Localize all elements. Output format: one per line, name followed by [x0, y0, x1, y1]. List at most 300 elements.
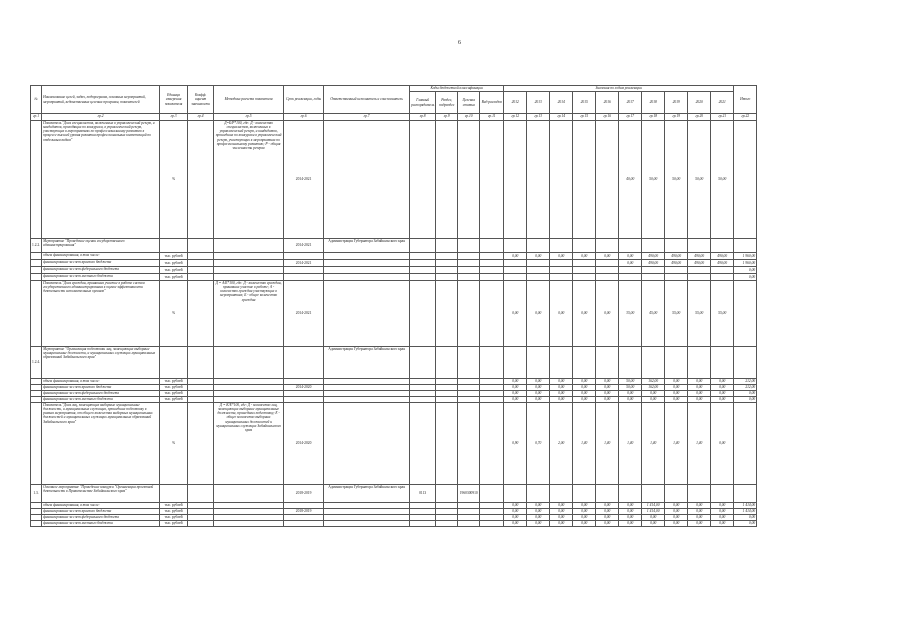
- row-year-value: [550, 260, 573, 267]
- row-year-value: 1,40: [642, 403, 665, 485]
- row-year-value: 0,00: [688, 515, 711, 521]
- row-term: 2014-2021: [284, 260, 324, 267]
- row-year-value: [596, 274, 619, 281]
- row-year-value: 0,00: [642, 397, 665, 403]
- row-total: 0,00: [734, 397, 757, 403]
- row-year-value: [527, 347, 550, 379]
- table-row: [31, 239, 757, 253]
- row-name: финансирование за счет федерального бюджета: [42, 515, 160, 521]
- row-year-value: 0,00: [665, 521, 688, 527]
- row-grbs: [410, 281, 436, 347]
- row-year-value: 0,00: [573, 397, 596, 403]
- row-year-value: 0,00: [573, 503, 596, 509]
- header-no: №: [31, 86, 42, 114]
- row-year-value: 0,00: [596, 385, 619, 391]
- row-year-value: 0,00: [527, 521, 550, 527]
- row-executor: Администрация Губернатора Забайкальского края: [324, 347, 410, 379]
- row-year-value: 0,00: [711, 385, 734, 391]
- row-year-value: 0,00: [527, 385, 550, 391]
- row-section: [436, 274, 458, 281]
- row-year-value: 0,00: [665, 503, 688, 509]
- row-vr: [480, 253, 504, 260]
- row-name: Показатель "Доля лиц, замещающих выборные муниципальные должности, и муниципальных служащих, прошедших подготовку в рамках мероприятия, от общего количества выборных муниципальных должностей и муниципальных служащих муниципальных образований Забайкальского края": [42, 403, 160, 485]
- program-table: [30, 85, 757, 527]
- row-grbs: [410, 239, 436, 253]
- row-year-value: 0,00: [550, 521, 573, 527]
- row-name: финансирование за счет местного бюджета: [42, 521, 160, 527]
- row-target: [458, 403, 480, 485]
- row-year-value: [711, 267, 734, 274]
- row-method: Д=Б/Р*100, где: Д - количество специалистов, включенных в управленческий резерв, и кандидатов, прошедших по конкурсам в управленческий резерв, участвующих в мероприятиях по профессиональному развитию; Р - общая численность резерва: [214, 121, 284, 239]
- row-year-value: 0,00: [596, 515, 619, 521]
- row-year-value: 0,00: [596, 509, 619, 515]
- header-exec: Ответственный исполнитель и соисполнитель: [324, 86, 410, 114]
- row-year-value: 0,00: [527, 281, 550, 347]
- row-total: 1 414,00: [734, 509, 757, 515]
- row-year-value: 1 414,00: [642, 509, 665, 515]
- row-year-value: 0,00: [596, 253, 619, 260]
- column-number: гр.2: [42, 114, 160, 121]
- row-section: [436, 121, 458, 239]
- row-year-value: [642, 347, 665, 379]
- row-unit: %: [160, 403, 188, 485]
- row-total: 0,00: [734, 391, 757, 397]
- column-number: гр.17: [619, 114, 642, 121]
- row-term: 2014-2021: [284, 239, 324, 253]
- row-year-value: 0,00: [550, 281, 573, 347]
- row-year-value: [596, 267, 619, 274]
- row-total: 0,00: [734, 267, 757, 274]
- row-year-value: [619, 274, 642, 281]
- row-year-value: [527, 485, 550, 503]
- row-year-value: 0,00: [619, 397, 642, 403]
- row-method: [214, 267, 284, 274]
- row-total: 212,00: [734, 385, 757, 391]
- row-year-value: 0,00: [550, 509, 573, 515]
- row-target: [458, 281, 480, 347]
- row-method: [214, 521, 284, 527]
- row-year-value: 0,00: [573, 515, 596, 521]
- column-number: гр.19: [665, 114, 688, 121]
- column-number: гр.11: [480, 114, 504, 121]
- row-year-value: 0,00: [711, 515, 734, 521]
- row-vr: [480, 274, 504, 281]
- row-section: [436, 521, 458, 527]
- row-number: [31, 403, 42, 485]
- row-method: [214, 485, 284, 503]
- row-year-value: [665, 485, 688, 503]
- row-year-value: 0,00: [642, 515, 665, 521]
- header-year: 2018: [642, 92, 665, 114]
- row-year-value: 0,00: [688, 397, 711, 403]
- table-row: [31, 281, 757, 347]
- row-number: [31, 274, 42, 281]
- row-year-value: 0,00: [596, 391, 619, 397]
- row-vr: [480, 267, 504, 274]
- row-term: 2014-2020: [284, 385, 324, 391]
- row-method: [214, 274, 284, 281]
- row-year-value: 0,00: [550, 503, 573, 509]
- row-year-value: [688, 267, 711, 274]
- row-year-value: 0,00: [527, 397, 550, 403]
- row-year-value: 1,40: [573, 403, 596, 485]
- row-name: Мероприятие "Организация подготовки лиц, замещающих выборные муниципальные должности, и муниципальных служащих муниципальных образований Забайкальского края": [42, 347, 160, 379]
- row-year-value: [573, 274, 596, 281]
- row-section: [436, 260, 458, 267]
- header-year: 2012: [504, 92, 527, 114]
- column-number: гр.13: [527, 114, 550, 121]
- row-year-value: 0,00: [527, 391, 550, 397]
- column-number: гр.20: [688, 114, 711, 121]
- row-total: 0,00: [734, 515, 757, 521]
- column-number: гр.4: [188, 114, 214, 121]
- row-year-value: [550, 485, 573, 503]
- column-number: гр.6: [284, 114, 324, 121]
- row-year-value: 0,00: [596, 397, 619, 403]
- row-vr: [480, 347, 504, 379]
- row-unit: тыс. рублей: [160, 391, 188, 397]
- header-year: 2015: [573, 92, 596, 114]
- row-total: [734, 347, 757, 379]
- header-name: Наименование целей, задач, подпрограмм, основных мероприятий, мероприятий, ведомственных целевых программ, показателей: [42, 86, 160, 114]
- row-unit: тыс. рублей: [160, 253, 188, 260]
- row-method: [214, 347, 284, 379]
- row-year-value: 0,00: [527, 253, 550, 260]
- row-name: финансирование за счет местного бюджета: [42, 274, 160, 281]
- row-unit: тыс. рублей: [160, 267, 188, 274]
- table-row: [31, 253, 757, 260]
- row-grbs: [410, 521, 436, 527]
- header-method: Методика расчета показателя: [214, 86, 284, 114]
- row-year-value: 35,00: [619, 281, 642, 347]
- row-year-value: 0,00: [573, 509, 596, 515]
- row-year-value: 0,90: [504, 403, 527, 485]
- row-unit: тыс. рублей: [160, 274, 188, 281]
- row-year-value: [619, 347, 642, 379]
- row-target: [458, 121, 480, 239]
- row-year-value: 0,00: [665, 379, 688, 385]
- row-year-value: 0,00: [665, 515, 688, 521]
- header-vr: Вид расходов: [480, 92, 504, 114]
- row-year-value: [573, 485, 596, 503]
- row-year-value: 0,00: [504, 391, 527, 397]
- row-year-value: 0,00: [596, 281, 619, 347]
- row-year-value: 45,00: [642, 281, 665, 347]
- row-year-value: [550, 267, 573, 274]
- table-row: [31, 347, 757, 379]
- row-grbs: [410, 403, 436, 485]
- row-year-value: 0,00: [596, 379, 619, 385]
- row-year-value: [527, 239, 550, 253]
- row-year-value: 0,00: [619, 503, 642, 509]
- row-year-value: [504, 347, 527, 379]
- header-target: Целевая статья: [458, 92, 480, 114]
- row-coef: [188, 403, 214, 485]
- row-coef: [188, 260, 214, 267]
- row-unit: тыс. рублей: [160, 503, 188, 509]
- row-method: [214, 239, 284, 253]
- column-number: гр.3: [160, 114, 188, 121]
- row-name: объем финансирования, в том числе:: [42, 503, 160, 509]
- row-target: [458, 521, 480, 527]
- row-section: [436, 281, 458, 347]
- row-section: [436, 485, 458, 503]
- row-year-value: [550, 239, 573, 253]
- row-year-value: 50,00: [665, 121, 688, 239]
- row-unit: тыс. рублей: [160, 385, 188, 391]
- row-year-value: 0,00: [504, 385, 527, 391]
- row-year-value: 0,00: [573, 253, 596, 260]
- header-year: 2019: [665, 92, 688, 114]
- row-year-value: [573, 260, 596, 267]
- row-year-value: 1,40: [596, 403, 619, 485]
- row-target: [458, 347, 480, 379]
- column-number: гр.7: [324, 114, 410, 121]
- row-method: [214, 253, 284, 260]
- row-number: [31, 121, 42, 239]
- row-executor: [324, 274, 410, 281]
- row-total: 0,00: [734, 274, 757, 281]
- row-year-value: 0,00: [688, 379, 711, 385]
- row-year-value: 0,00: [573, 379, 596, 385]
- table-row: [31, 274, 757, 281]
- row-unit: тыс. рублей: [160, 521, 188, 527]
- row-year-value: 0,00: [619, 509, 642, 515]
- row-unit: тыс. рублей: [160, 379, 188, 385]
- column-number: гр.14: [550, 114, 573, 121]
- row-name: Показатель "Доля специалистов, включенных в управленческий резерв, и кандидатов, проходящих по конкурсам, в управленческий резерв, участвующих в мероприятиях по профессиональному развитию в процессе высшей уровня развития профессиональных компетенций по отдельным видам": [42, 121, 160, 239]
- header-total: Итого: [734, 86, 757, 114]
- row-coef: [188, 239, 214, 253]
- row-total: 0,00: [734, 521, 757, 527]
- row-year-value: [688, 347, 711, 379]
- row-year-value: 0,00: [711, 509, 734, 515]
- row-year-value: 0,00: [504, 253, 527, 260]
- row-number: [31, 267, 42, 274]
- row-year-value: 490,00: [711, 253, 734, 260]
- header-grbs: Главный распорядитель: [410, 92, 436, 114]
- row-coef: [188, 253, 214, 260]
- column-number: гр.22: [734, 114, 757, 121]
- row-year-value: 0,00: [665, 397, 688, 403]
- row-unit: %: [160, 121, 188, 239]
- row-name: финансирование за счет краевого бюджета: [42, 509, 160, 515]
- row-year-value: [642, 274, 665, 281]
- header-year: 2014: [550, 92, 573, 114]
- row-year-value: [711, 347, 734, 379]
- row-year-value: [573, 267, 596, 274]
- row-year-value: [665, 239, 688, 253]
- row-year-value: [527, 121, 550, 239]
- row-year-value: [665, 267, 688, 274]
- row-year-value: [665, 274, 688, 281]
- table-row: [31, 260, 757, 267]
- row-unit: тыс. рублей: [160, 397, 188, 403]
- row-year-value: 55,00: [688, 281, 711, 347]
- row-year-value: [504, 239, 527, 253]
- row-year-value: [527, 267, 550, 274]
- header-values-group: Значения по годам реализации: [504, 86, 734, 92]
- row-vr: [480, 521, 504, 527]
- row-year-value: 0,00: [711, 503, 734, 509]
- row-year-value: 162,00: [642, 379, 665, 385]
- column-number: гр.18: [642, 114, 665, 121]
- row-unit: %: [160, 281, 188, 347]
- row-name: объем финансирования, в том числе:: [42, 379, 160, 385]
- row-year-value: [596, 260, 619, 267]
- row-term: 2014-2020: [284, 403, 324, 485]
- row-year-value: 0,00: [504, 503, 527, 509]
- row-executor: [324, 253, 410, 260]
- row-year-value: 490,00: [665, 253, 688, 260]
- row-year-value: 0,00: [665, 391, 688, 397]
- row-total: 1 960,00: [734, 260, 757, 267]
- row-year-value: 0,00: [573, 521, 596, 527]
- row-vr: [480, 485, 504, 503]
- row-vr: [480, 281, 504, 347]
- row-year-value: [688, 485, 711, 503]
- row-year-value: [642, 267, 665, 274]
- row-year-value: 0,00: [573, 391, 596, 397]
- header-budget-group: Коды бюджетной классификации: [410, 86, 504, 92]
- row-name: Показатель "Доля граждан, принявших участие в работе систем государственного администрирования в оценке эффективности деятельности исполнительных органов": [42, 281, 160, 347]
- row-unit: тыс. рублей: [160, 509, 188, 515]
- row-year-value: [711, 485, 734, 503]
- row-vr: [480, 239, 504, 253]
- row-executor: [324, 403, 410, 485]
- header-year: 2017: [619, 92, 642, 114]
- row-year-value: 0,00: [619, 253, 642, 260]
- row-term: [284, 347, 324, 379]
- column-number: гр.16: [596, 114, 619, 121]
- row-year-value: 0,00: [527, 515, 550, 521]
- row-unit: [160, 485, 188, 503]
- row-number: [31, 260, 42, 267]
- row-section: [436, 403, 458, 485]
- row-year-value: 0,00: [527, 509, 550, 515]
- row-executor: Администрация Губернатора Забайкальского края: [324, 485, 410, 503]
- row-year-value: [504, 485, 527, 503]
- row-executor: [324, 521, 410, 527]
- row-year-value: [688, 239, 711, 253]
- row-year-value: [711, 239, 734, 253]
- row-year-value: 0,00: [504, 515, 527, 521]
- row-coef: [188, 281, 214, 347]
- row-vr: [480, 403, 504, 485]
- row-year-value: 0,00: [642, 521, 665, 527]
- row-term: 2018-2019: [284, 509, 324, 515]
- row-year-value: 0,00: [596, 503, 619, 509]
- row-term: 2014-2021: [284, 281, 324, 347]
- table-row: [31, 267, 757, 274]
- column-number: гр.9: [436, 114, 458, 121]
- row-year-value: 0,00: [504, 397, 527, 403]
- column-number: гр.10: [458, 114, 480, 121]
- row-year-value: 50,00: [642, 121, 665, 239]
- row-year-value: 2,00: [550, 403, 573, 485]
- row-year-value: 0,00: [504, 281, 527, 347]
- row-year-value: 0,00: [642, 391, 665, 397]
- row-term: [284, 267, 324, 274]
- row-year-value: [504, 121, 527, 239]
- row-name: финансирование за счет местного бюджета: [42, 397, 160, 403]
- header-year: 2013: [527, 92, 550, 114]
- row-executor: [324, 260, 410, 267]
- row-number: 1.3.: [31, 485, 42, 503]
- row-year-value: 490,00: [642, 260, 665, 267]
- row-year-value: [527, 260, 550, 267]
- row-number: 1.2.2.: [31, 239, 42, 253]
- row-total: 212,00: [734, 379, 757, 385]
- row-target: 1960300910: [458, 485, 480, 503]
- table-row: [31, 403, 757, 485]
- header-term: Срок реализации, годы: [284, 86, 324, 114]
- row-coef: [188, 485, 214, 503]
- row-term: 2018-2019: [284, 485, 324, 503]
- row-year-value: [596, 485, 619, 503]
- row-year-value: 490,00: [642, 253, 665, 260]
- header-year: 2020: [688, 92, 711, 114]
- row-term: [284, 253, 324, 260]
- row-number: [31, 521, 42, 527]
- row-section: [436, 253, 458, 260]
- column-number: гр.1: [31, 114, 42, 121]
- row-year-value: 50,00: [688, 121, 711, 239]
- row-unit: тыс. рублей: [160, 260, 188, 267]
- row-year-value: 1 414,00: [642, 503, 665, 509]
- row-year-value: 1,40: [665, 403, 688, 485]
- table-row: [31, 121, 757, 239]
- row-year-value: [642, 239, 665, 253]
- row-year-value: 0,00: [619, 391, 642, 397]
- row-total: [734, 121, 757, 239]
- row-section: [436, 239, 458, 253]
- row-year-value: 490,00: [665, 260, 688, 267]
- header-coef: Коэфф. ициент значимости: [188, 86, 214, 114]
- row-grbs: [410, 121, 436, 239]
- row-coef: [188, 121, 214, 239]
- row-year-value: 0,00: [711, 521, 734, 527]
- row-executor: [324, 281, 410, 347]
- row-year-value: 0,00: [711, 391, 734, 397]
- row-year-value: [573, 121, 596, 239]
- row-number: [31, 281, 42, 347]
- row-year-value: 50,00: [619, 385, 642, 391]
- row-name: Мероприятие "Проведение оценки государственного администрирования": [42, 239, 160, 253]
- row-name: финансирование за счет федерального бюджета: [42, 391, 160, 397]
- row-year-value: [573, 347, 596, 379]
- row-year-value: [642, 485, 665, 503]
- row-coef: [188, 274, 214, 281]
- row-year-value: 1,40: [688, 403, 711, 485]
- row-number: [31, 253, 42, 260]
- header-unit: Единица измерения показателя: [160, 86, 188, 114]
- row-year-value: [688, 274, 711, 281]
- row-year-value: 0,00: [550, 515, 573, 521]
- row-grbs: [410, 274, 436, 281]
- row-year-value: [665, 347, 688, 379]
- row-year-value: 0,00: [619, 521, 642, 527]
- row-name: финансирование за счет федерального бюджета: [42, 267, 160, 274]
- row-year-value: 0,70: [527, 403, 550, 485]
- row-executor: Администрация Губернатора Забайкальского края: [324, 239, 410, 253]
- row-year-value: 55,00: [711, 281, 734, 347]
- row-total: [734, 239, 757, 253]
- row-year-value: 0,00: [573, 385, 596, 391]
- row-year-value: 1,40: [619, 403, 642, 485]
- row-vr: [480, 260, 504, 267]
- row-year-value: [550, 121, 573, 239]
